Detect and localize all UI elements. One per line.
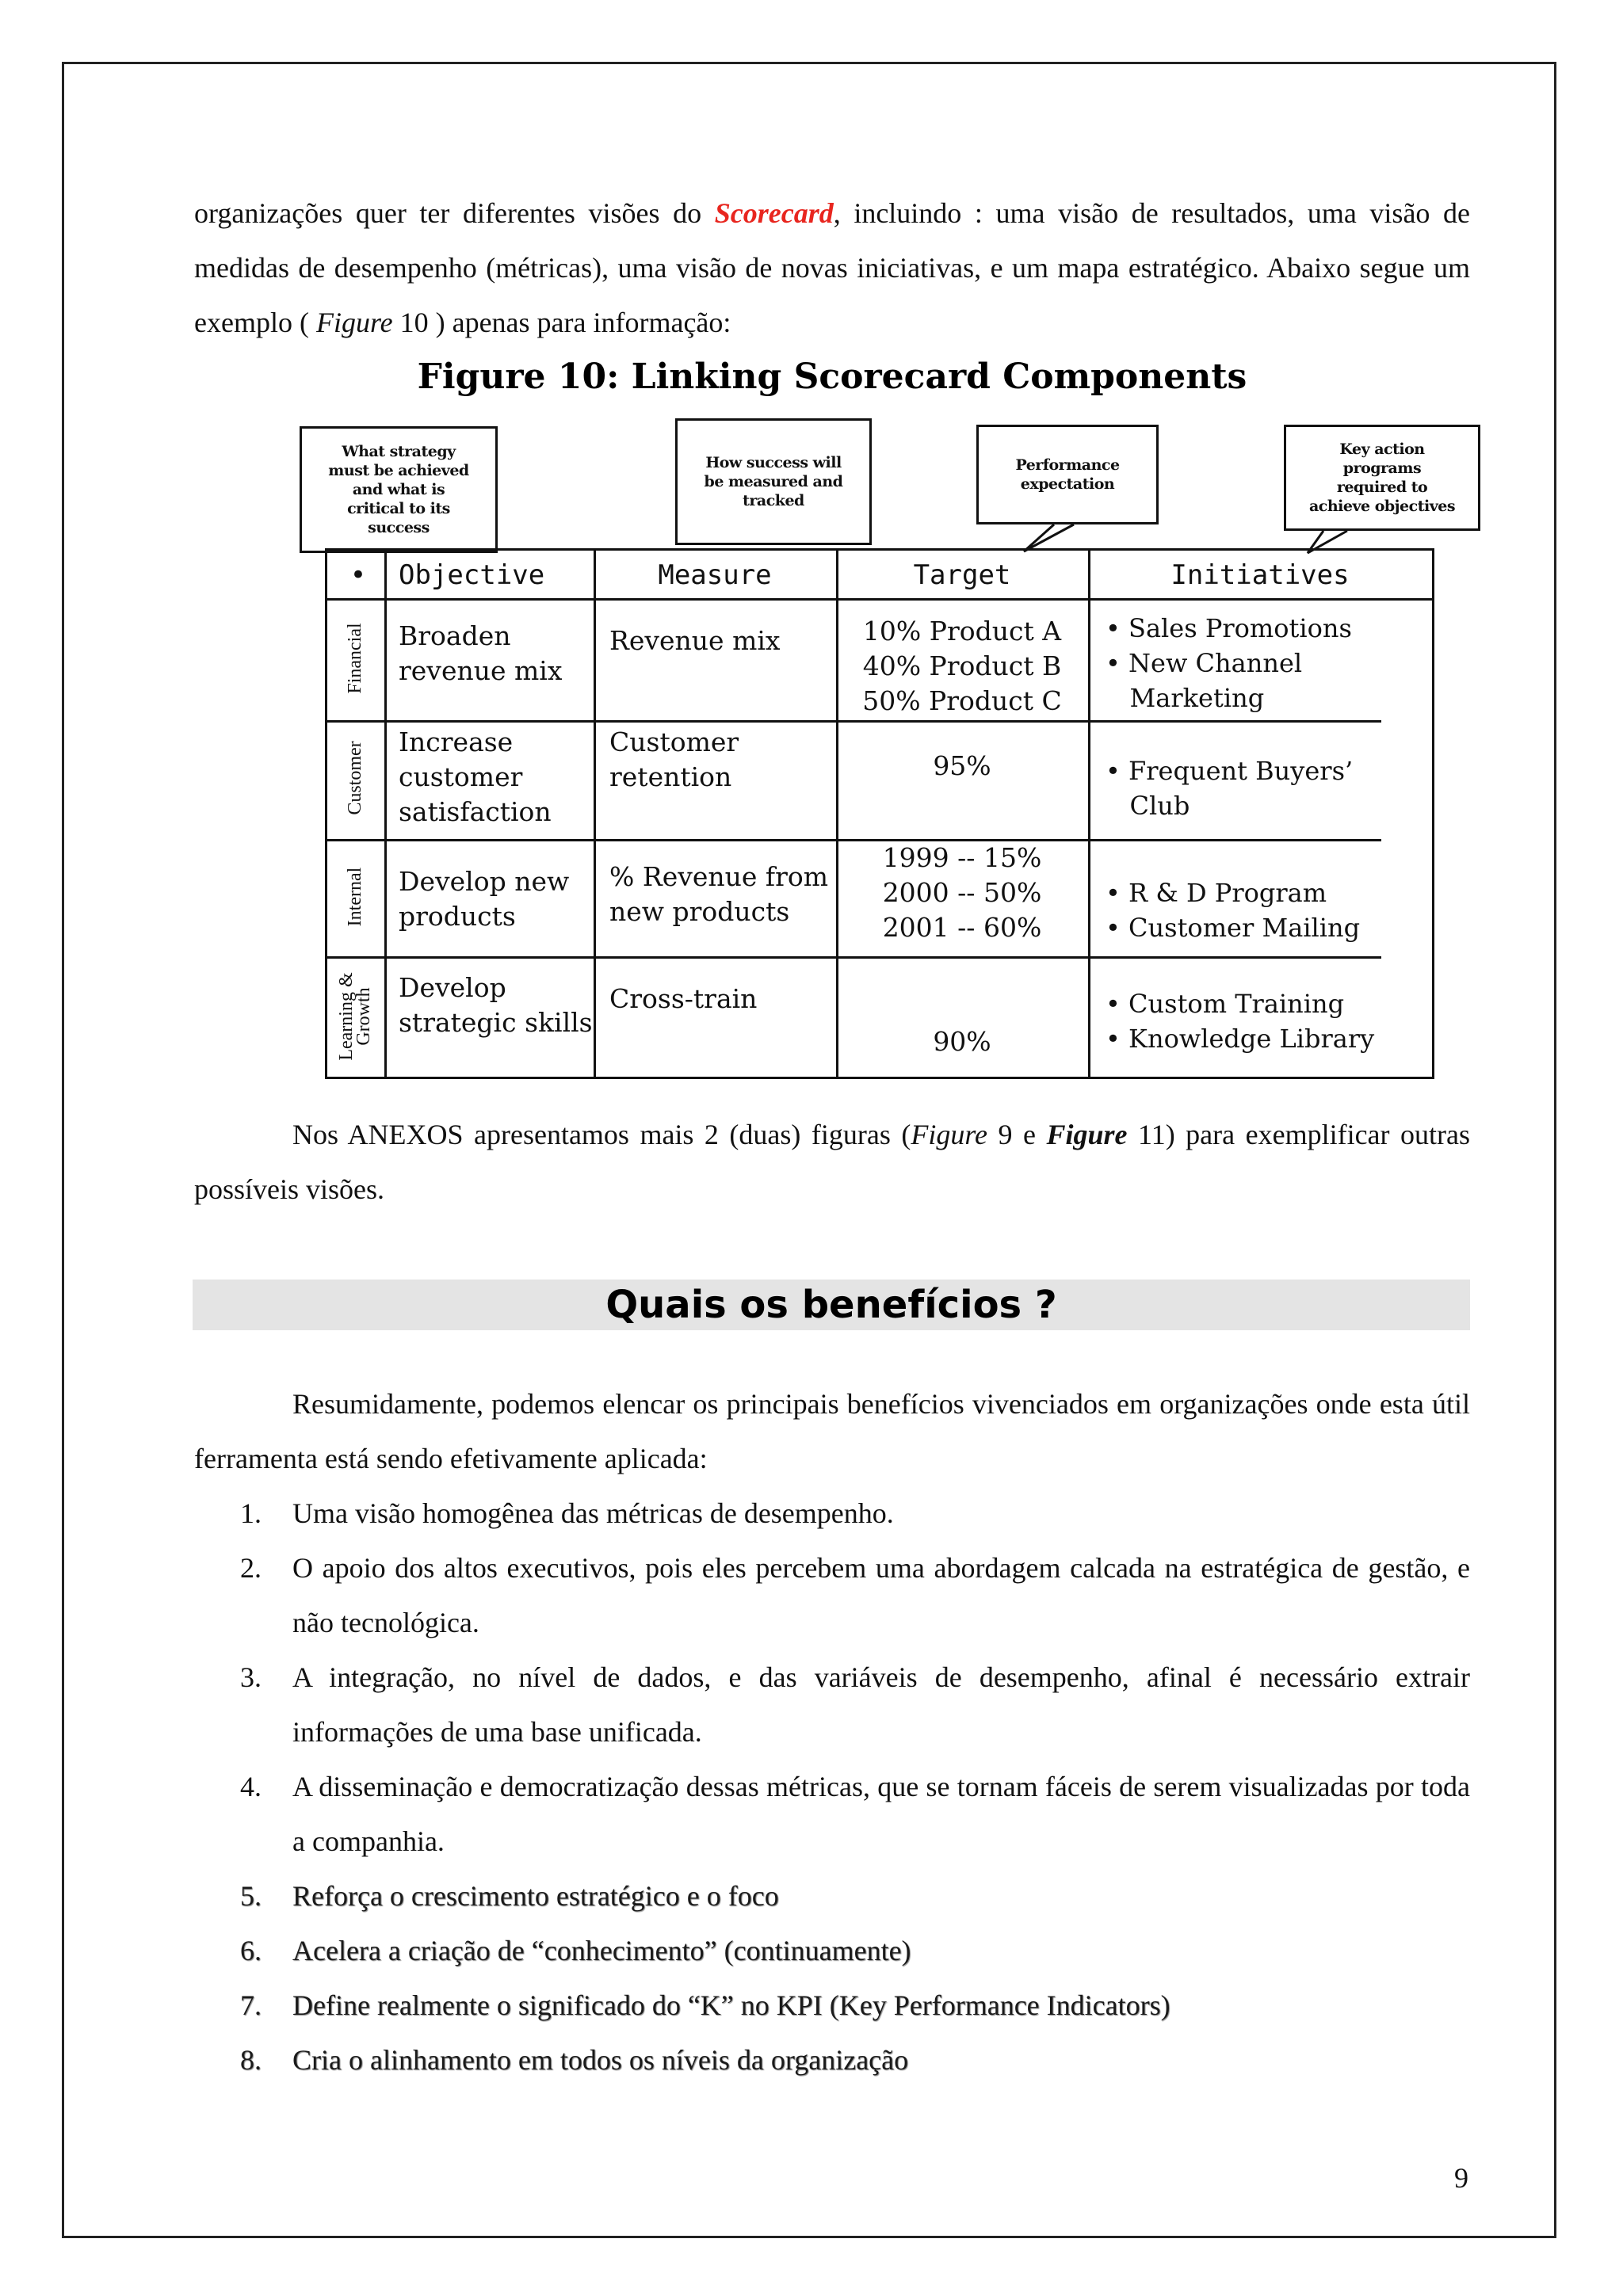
benefits-intro: Resumidamente, podemos elencar os principais benefícios vivenciados em organizações onde esta útil ferramenta está sendo efetivamente aplicada: <box>194 1388 1470 1474</box>
list-item: 1. Uma visão homogênea das métricas de desempenho. <box>240 1497 894 1529</box>
page-number: 9 <box>1454 2162 1468 2194</box>
target-cell: 90% <box>933 1026 991 1057</box>
list-item: 7. Define realmente o significado do “K” no KPI (Key Performance Indicators) <box>240 1989 1170 2021</box>
figure-title: Figure 10: Linking Scorecard Components <box>417 357 1247 397</box>
header-target: Target <box>913 559 1011 591</box>
list-item: 8. Cria o alinhamento em todos os níveis da organização <box>240 2044 909 2076</box>
header-measure: Measure <box>658 559 772 591</box>
target-cell: 10% Product A 40% Product B 50% Product C <box>862 616 1062 716</box>
objective-cell: Broaden revenue mix <box>399 620 563 686</box>
objective-cell: Develop new products <box>399 866 570 932</box>
list-item: 3. A integração, no nível de dados, e das variáveis de desempenho, afinal é necessário extrair informações de uma base unificada. <box>240 1661 1470 1748</box>
section-heading-bar <box>193 1280 1470 1330</box>
initiatives-cell: • Custom Training • Knowledge Library <box>1106 989 1375 1054</box>
callout-target: Performance expectation <box>976 425 1159 524</box>
list-item: 4. A disseminação e democratização dessas métricas, que se tornam fáceis de serem visualizadas por toda a companhia. <box>240 1771 1470 1857</box>
annexes-paragraph: Nos ANEXOS apresentamos mais 2 (duas) figuras (Figure 9 e Figure 11) para exemplificar outras possíveis visões. <box>194 1119 1470 1205</box>
initiatives-cell: • Frequent Buyers’ Club <box>1106 756 1354 821</box>
scorecard-term: Scorecard <box>714 197 834 229</box>
target-cell: 1999 -- 15% 2000 -- 50% 2001 -- 60% <box>882 842 1042 943</box>
intro-paragraph: organizações quer ter diferentes visões do Scorecard, incluindo : uma visão de resultados, uma visão de medidas de desempenho (métricas), uma visão de novas iniciativas, e um mapa estratégico. Abaixo segue um exemplo ( Figure 10 ) apenas para informação: <box>194 197 1471 338</box>
header-objective: Objective <box>399 559 545 591</box>
objective-cell: Increase customer satisfaction <box>399 727 552 827</box>
measure-cell: % Revenue from new products <box>609 861 829 927</box>
header-initiatives: Initiatives <box>1170 559 1350 591</box>
section-title: Quais os benefícios ? <box>605 1283 1057 1327</box>
list-item: 5. Reforça o crescimento estratégico e o foco <box>240 1880 779 1912</box>
measure-cell: Revenue mix <box>609 625 781 656</box>
target-cell: 95% <box>933 750 991 781</box>
callout-objective: What strategy must be achieved and what is critical to its success <box>300 426 498 553</box>
scorecard-table <box>325 548 1434 1079</box>
initiatives-cell: • R & D Program • Customer Mailing <box>1106 878 1361 943</box>
benefits-list <box>194 1486 1470 2088</box>
perspective-internal: Internal <box>345 867 365 927</box>
scorecard-figure <box>293 418 1456 1080</box>
measure-cell: Cross-train <box>609 983 758 1014</box>
perspective-customer: Customer <box>345 741 365 815</box>
perspective-learning-growth: Learning & Growth <box>336 972 374 1061</box>
list-item: 6. Acelera a criação de “conhecimento” (continuamente) <box>240 1935 911 1966</box>
perspective-financial: Financial <box>345 623 365 694</box>
list-item: 2. O apoio dos altos executivos, pois eles percebem uma abordagem calcada na estratégica de gestão, e não tecnológica. <box>240 1552 1470 1638</box>
measure-cell: Customer retention <box>609 727 739 792</box>
callout-initiatives: Key action programs required to achieve objectives <box>1284 425 1480 531</box>
header-dot: • <box>349 559 367 591</box>
callout-measure: How success will be measured and tracked <box>675 418 872 545</box>
initiatives-cell: • Sales Promotions • New Channel Marketing <box>1106 613 1352 713</box>
objective-cell: Develop strategic skills <box>399 972 593 1038</box>
